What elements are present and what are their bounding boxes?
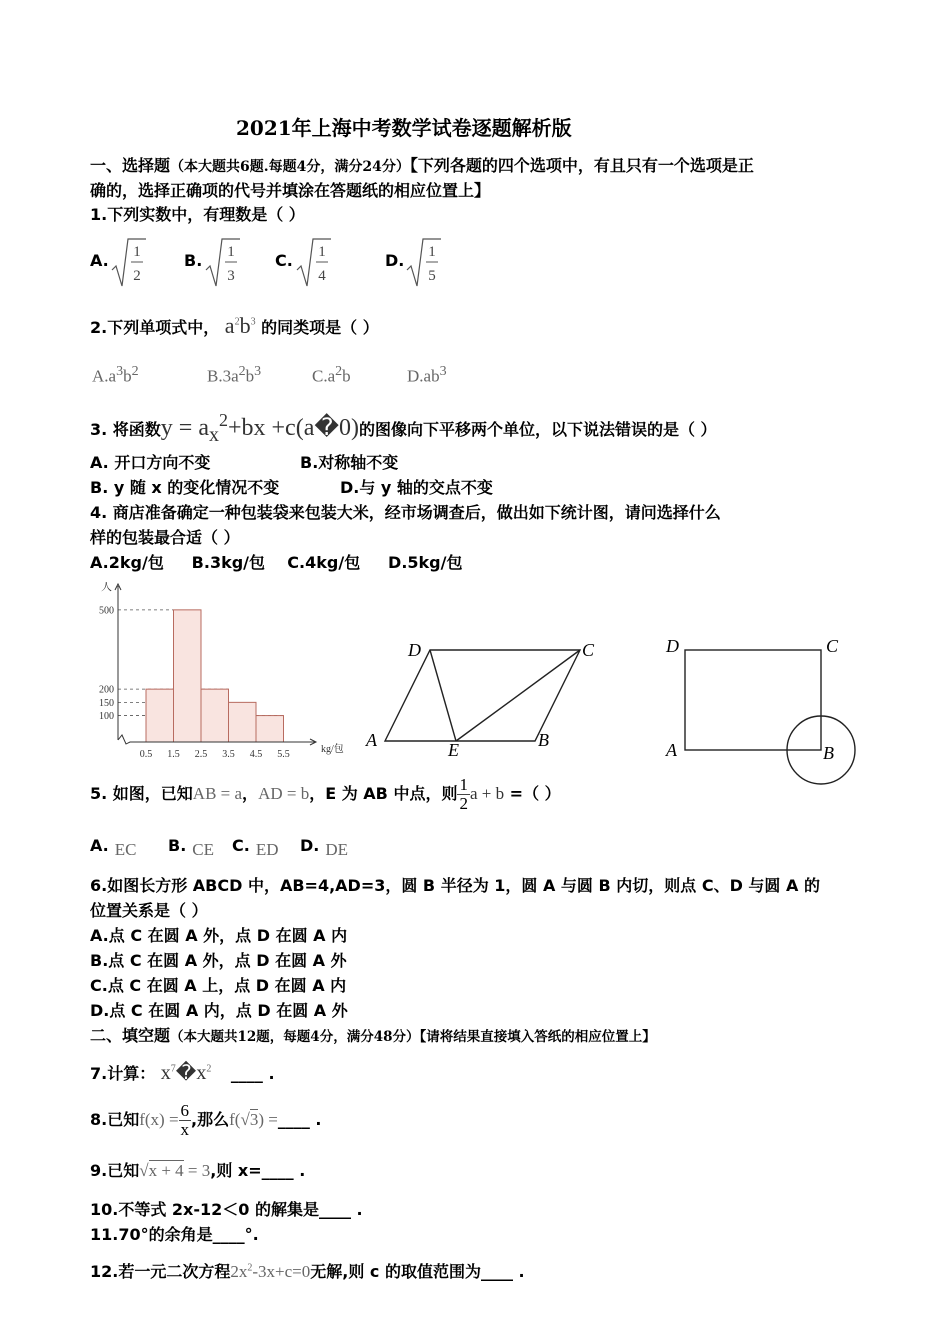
histogram-chart [88,582,348,767]
section1-note: （本大题共6题.每题4分，满分24分） [170,159,410,175]
q3-expr-rest: +bx +c(a [227,415,315,441]
q2-option-c: $C.a^2b$ [312,364,351,386]
q3-expr: y = a [160,415,209,441]
q12-post: 无解,则 c 的取值范围为____ . [310,1262,525,1281]
svg-text:1: 1 [318,244,326,260]
q12 [90,1259,525,1282]
q9-pre: 9.已知 [90,1161,140,1180]
section1-instruction-2: 确的，选择正确项的代号并填涂在答题纸的相应位置上】 [90,181,491,200]
q2-option-d: $D.ab^3$ [407,364,447,386]
segment-de [430,650,456,741]
q10: 10.不等式 2x-12＜0 的解集是____ . [90,1200,363,1219]
q2-options [92,362,592,392]
q8-mid: ,那么 [191,1110,230,1129]
histogram-bar [174,610,202,742]
rectangle-abcd [685,650,821,750]
q1-options [90,236,490,288]
q5-option-c: C. ED [232,836,279,859]
histogram-y-tick: 200 [99,684,114,696]
q4-stem-1: 4. 商店准备确定一种包装袋来包装大米，经市场调查后，做出如下统计图，请问选择什么 [90,503,721,522]
q1-sqrt-fraction [110,236,150,288]
label-c: C [582,640,595,660]
label-a: A [366,730,377,750]
q5-frac-rest: a + b [469,784,505,803]
label-e: E [448,740,459,760]
section2-header [90,1023,656,1046]
q3-expr-x: x [208,423,219,446]
q8-fx: f(x) = [139,1110,179,1129]
svg-text:1: 1 [227,244,235,260]
q1-option-label: D. [385,251,405,270]
histogram-x-tick: 1.5 [167,749,180,760]
q2-expr-b: b [239,313,251,338]
page-title: 2021年上海中考数学试卷逐题解析版 [236,116,572,140]
q2-option-a: $A.a^3b^2$ [92,364,139,386]
q7 [90,1060,275,1085]
q5-ad-eq: AD = b [258,784,310,803]
label-a: A [666,740,677,760]
histogram-x-tick: 2.5 [194,749,208,760]
q5-fraction: $\frac{1}{2}$ [459,775,468,813]
q1-sqrt-fraction [204,236,244,288]
q2-option-b: $B.3a^2b^3$ [207,364,262,386]
section1-heading: 一、选择题 [90,156,171,175]
histogram-x-tick: 0.5 [139,749,153,760]
q3-expr-bad: � [314,415,339,441]
rectangle-circle-figure [660,630,870,790]
q11: 11.70°的余角是____°. [90,1225,259,1244]
histogram-bar [256,716,284,742]
q2-expr-b-exp: 3 [250,316,256,328]
q6-option-d: D.点 C 在圆 A 内，点 D 在圆 A 外 [90,1001,348,1020]
histogram-y-tick: 500 [99,605,114,617]
label-c: C [826,636,839,656]
q3-option-a: A. 开口方向不变 [90,453,211,472]
svg-text:1: 1 [428,244,436,260]
q3-stem-pre: 3. 将函数 [90,420,161,439]
q3-stem [90,410,717,447]
q2-expr-a-exp: 2 [234,316,240,328]
q7-expression: $x^7�x^2$ [160,1062,212,1084]
q1-option-label: A. [90,251,109,270]
svg-text:4: 4 [318,268,326,284]
q7-pre: 7.计算： [90,1064,156,1083]
histogram-x-label: kg/包 [321,744,344,755]
svg-text:1: 1 [133,244,141,260]
q2-expr-a: a [224,313,235,338]
q1-option-label: C. [275,251,293,270]
histogram-bar [201,689,229,742]
q2-stem-pre: 2.下列单项式中， [90,318,220,337]
q8-f-sqrt3: f(√3) = [229,1110,278,1129]
q5-option-d: D. DE [300,836,349,859]
histogram-y-tick: 150 [99,697,114,709]
histogram-y-tick: 100 [99,711,114,723]
q5-options [90,836,490,866]
label-b: B [823,743,834,763]
q9-radical: √x + 4 = 3 [139,1161,211,1180]
q5-sep: ， [242,784,259,803]
label-d: D [408,640,421,660]
q1-sqrt-fraction [295,236,335,288]
q6-stem-2: 位置关系是（ ） [90,901,208,920]
q1-stem: 1.下列实数中，有理数是（ ） [90,205,305,224]
q1-sqrt-fraction [405,236,445,288]
q6-option-a: A.点 C 在圆 A 外，点 D 在圆 A 内 [90,926,348,945]
q9-post: ,则 x=____ . [210,1161,306,1180]
q3-option-b: B.对称轴不变 [300,453,399,472]
q5-option-b: B. CE [168,836,215,859]
q3-stem-post: 的图像向下平移两个单位，以下说法错误的是（ ） [358,420,717,439]
q12-pre: 12.若一元二次方程 [90,1262,231,1281]
section1-line1 [90,153,754,176]
q8-blank: ____ . [277,1110,322,1129]
histogram-bar [229,702,257,742]
svg-text:5: 5 [428,268,436,284]
section2-heading: 二、填空题 [90,1026,171,1045]
label-d: D [666,636,679,656]
q3-expr-exp: 2 [218,410,228,430]
q7-blank: ____ . [230,1064,275,1083]
section1-instruction-1: 【下列各题的四个选项中，有且只有一个选项是正 [409,156,754,175]
parallelogram-abcd [385,650,580,741]
q8-fraction: $\frac{6}{x}$ [180,1101,190,1139]
q3-option-d: D.与 y 轴的交点不变 [340,478,493,497]
q5-stem-mid: ，E 为 AB 中点，则 [309,784,458,803]
q2-stem-post: 的同类项是（ ） [261,318,379,337]
q3-expr-end: 0) [338,415,359,441]
q8 [90,1102,321,1139]
histogram-x-tick: 4.5 [249,749,263,760]
histogram-x-tick: 5.5 [277,749,290,760]
histogram-bar [146,689,174,742]
segment-ec [456,650,580,741]
q5-stem-pre: 5. 如图，已知 [90,784,193,803]
q5-stem [90,776,561,813]
q6-stem-1: 6.如图长方形 ABCD 中，AB=4,AD=3，圆 B 半径为 1，圆 A 与圆 B 内切，则点 C、D 与圆 A 的 [90,876,820,895]
q12-equation: $2x^2-3x+c=0$ [230,1262,311,1281]
q4-stem-2: 样的包装最合适（ ） [90,528,240,547]
q2-expression [225,313,256,338]
q5-option-a: A. EC [90,836,137,859]
svg-text:2: 2 [133,268,141,284]
q5-stem-post: =（ ） [504,784,561,803]
svg-text:3: 3 [227,268,235,284]
histogram-y-label: 人 [101,582,112,593]
q8-pre: 8.已知 [90,1110,140,1129]
q4-options: A.2kg/包 B.3kg/包 C.4kg/包 D.5kg/包 [90,553,463,572]
q1-option-label: B. [184,251,203,270]
label-b: B [538,730,549,750]
histogram-x-tick: 3.5 [222,749,235,760]
q3-option-c: B. y 随 x 的变化情况不变 [90,478,280,497]
q9 [90,1158,305,1181]
parallelogram-figure [360,630,610,765]
q3-function [160,410,359,446]
q6-option-c: C.点 C 在圆 A 上，点 D 在圆 A 内 [90,976,347,995]
q5-ab-eq: AB = a [192,784,243,803]
section2-note: （本大题共12题，每题4分，满分48分）【请将结果直接填入答纸的相应位置上】 [170,1029,656,1045]
q6-option-b: B.点 C 在圆 A 外，点 D 在圆 A 外 [90,951,347,970]
histogram-bars [146,610,284,742]
q2-stem [90,313,379,339]
